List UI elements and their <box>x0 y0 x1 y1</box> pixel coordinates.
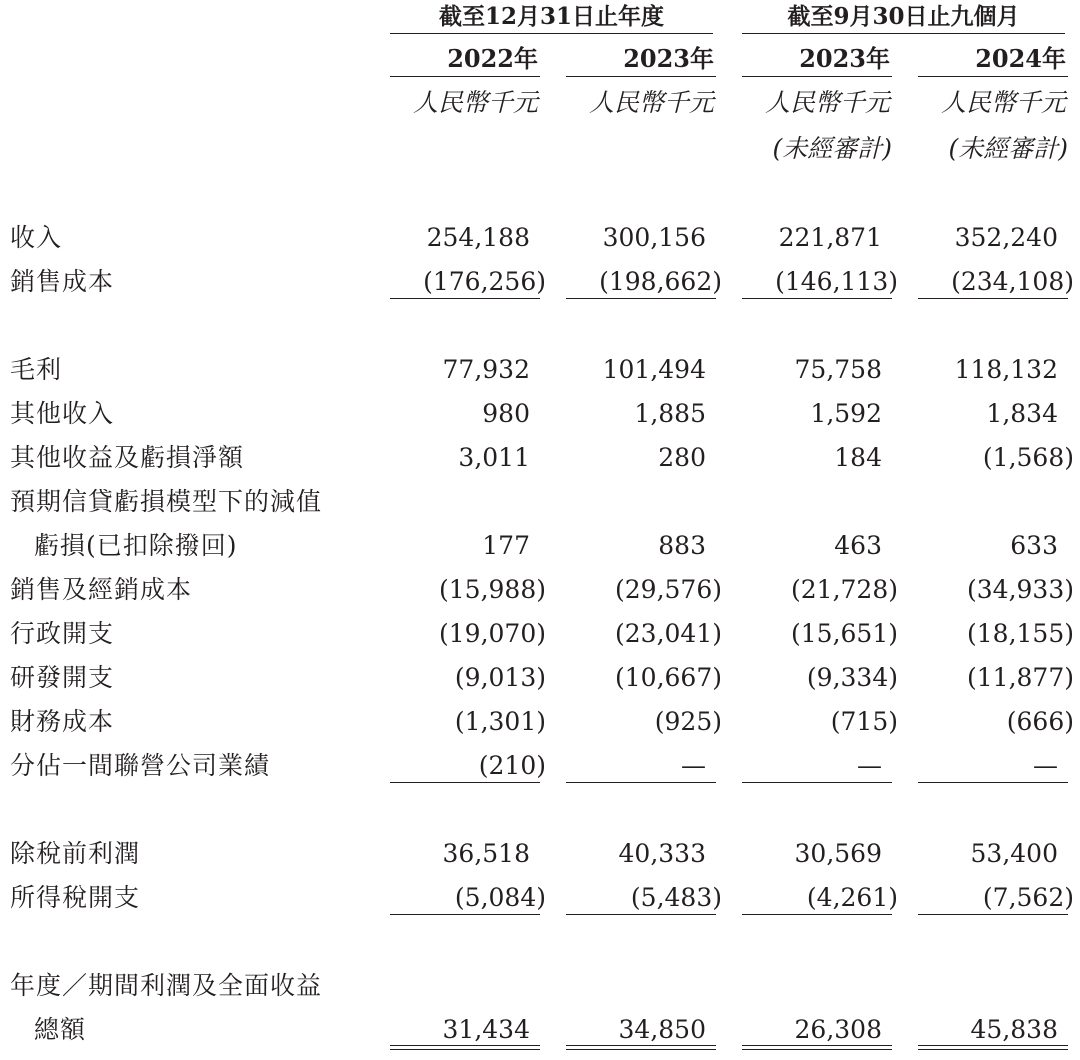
cell: (10,667) <box>615 663 722 692</box>
table-row-rnd-expenses <box>0 656 1080 700</box>
column-unit: 人民幣千元 <box>940 88 1066 117</box>
row-label: 其他收益及虧損淨額 <box>10 443 245 472</box>
subtotal-underline <box>742 298 892 299</box>
cell: 633 <box>1010 531 1058 560</box>
subtotal-underline <box>566 914 716 915</box>
cell: 221,871 <box>778 223 882 252</box>
cell: 980 <box>482 399 530 428</box>
table-row-gross-profit <box>0 348 1080 392</box>
cell: 3,011 <box>458 443 530 472</box>
row-label: 總額 <box>34 1015 87 1044</box>
cell: (198,662) <box>599 267 722 296</box>
cell: (234,108) <box>951 267 1074 296</box>
cell: 53,400 <box>970 839 1058 868</box>
cell: 75,758 <box>794 355 882 384</box>
cell: (15,988) <box>439 575 546 604</box>
row-label: 分佔一間聯營公司業績 <box>10 751 271 780</box>
cell: 1,592 <box>810 399 882 428</box>
cell: (925) <box>654 707 722 736</box>
table-row-admin-expenses <box>0 612 1080 656</box>
column-unaudited-note: (未經審計) <box>772 134 892 163</box>
group-underline-year <box>390 33 713 34</box>
row-label: 財務成本 <box>10 707 115 736</box>
cell: (29,576) <box>615 575 722 604</box>
column-underline <box>390 76 540 77</box>
row-label: 虧損(已扣除撥回) <box>34 531 238 560</box>
column-unaudited-note: (未經審計) <box>948 134 1068 163</box>
cell: (4,261) <box>806 883 898 912</box>
cell: (666) <box>1006 707 1074 736</box>
cell: (18,155) <box>967 619 1074 648</box>
cell: (9,334) <box>806 663 898 692</box>
row-label: 所得稅開支 <box>10 883 141 912</box>
cell: 40,333 <box>618 839 706 868</box>
table-row-profit-before-tax <box>0 832 1080 876</box>
cell: 352,240 <box>954 223 1058 252</box>
subtotal-underline <box>742 782 892 783</box>
total-double-underline <box>742 1045 892 1050</box>
table-row-other-gains <box>0 436 1080 480</box>
cell: 34,850 <box>618 1015 706 1044</box>
cell: 463 <box>834 531 882 560</box>
column-year-2022: 2022年 <box>447 44 538 73</box>
table-row-impairment <box>0 524 1080 568</box>
subtotal-underline <box>742 914 892 915</box>
row-label: 行政開支 <box>10 619 115 648</box>
cell: 36,518 <box>442 839 530 868</box>
row-label: 預期信貸虧損模型下的減值 <box>10 487 323 516</box>
column-year-2024-9m: 2024年 <box>975 44 1066 73</box>
row-label: 毛利 <box>10 355 63 384</box>
cell: (176,256) <box>423 267 546 296</box>
cell: (9,013) <box>454 663 546 692</box>
table-row-finance-costs <box>0 700 1080 744</box>
cell: (1,301) <box>454 707 546 736</box>
cell: (19,070) <box>439 619 546 648</box>
cell: 1,885 <box>634 399 706 428</box>
table-row-impairment-heading <box>0 480 1080 524</box>
subtotal-underline <box>390 298 540 299</box>
row-label: 收入 <box>10 223 63 252</box>
row-label: 銷售成本 <box>10 267 115 296</box>
row-label: 銷售及經銷成本 <box>10 575 193 604</box>
cell: 45,838 <box>970 1015 1058 1044</box>
cell: — <box>857 751 882 780</box>
column-unit: 人民幣千元 <box>588 88 714 117</box>
table-row-revenue <box>0 216 1080 260</box>
cell: 77,932 <box>442 355 530 384</box>
table-row-other-income <box>0 392 1080 436</box>
subtotal-underline <box>390 782 540 783</box>
cell: 280 <box>658 443 706 472</box>
column-unit: 人民幣千元 <box>412 88 538 117</box>
total-double-underline <box>918 1045 1068 1050</box>
cell: (715) <box>830 707 898 736</box>
total-double-underline <box>390 1045 540 1050</box>
cell: (15,651) <box>791 619 898 648</box>
cell: (210) <box>478 751 546 780</box>
group-title-nine-months: 截至9月30日止九個月 <box>787 3 1020 30</box>
cell: 101,494 <box>602 355 706 384</box>
cell: 118,132 <box>954 355 1058 384</box>
cell: (21,728) <box>791 575 898 604</box>
group-underline-nine-months <box>742 33 1065 34</box>
cell: — <box>681 751 706 780</box>
subtotal-underline <box>566 298 716 299</box>
cell: (5,084) <box>454 883 546 912</box>
cell: (5,483) <box>630 883 722 912</box>
cell: 883 <box>658 531 706 560</box>
table-row-selling-costs <box>0 568 1080 612</box>
cell: 254,188 <box>426 223 530 252</box>
row-label: 年度／期間利潤及全面收益 <box>10 971 323 1000</box>
cell: (7,562) <box>982 883 1074 912</box>
cell: 1,834 <box>986 399 1058 428</box>
column-underline <box>742 76 892 77</box>
row-label: 其他收入 <box>10 399 115 428</box>
table-row-total-heading <box>0 964 1080 1008</box>
cell: (34,933) <box>967 575 1074 604</box>
cell: 300,156 <box>602 223 706 252</box>
column-year-2023: 2023年 <box>623 44 714 73</box>
column-year-2023-9m: 2023年 <box>799 44 890 73</box>
cell: (23,041) <box>615 619 722 648</box>
column-unit: 人民幣千元 <box>764 88 890 117</box>
cell: (146,113) <box>775 267 898 296</box>
row-label: 研發開支 <box>10 663 115 692</box>
cell: 184 <box>834 443 882 472</box>
cell: 31,434 <box>442 1015 530 1044</box>
row-label: 除稅前利潤 <box>10 839 141 868</box>
subtotal-underline <box>918 782 1068 783</box>
column-underline <box>918 76 1068 77</box>
subtotal-underline <box>390 914 540 915</box>
subtotal-underline <box>918 298 1068 299</box>
cell: 177 <box>482 531 530 560</box>
cell: (1,568) <box>982 443 1074 472</box>
cell: 26,308 <box>794 1015 882 1044</box>
subtotal-underline <box>566 782 716 783</box>
cell: (11,877) <box>967 663 1074 692</box>
cell: 30,569 <box>794 839 882 868</box>
column-underline <box>566 76 716 77</box>
subtotal-underline <box>918 914 1068 915</box>
group-title-year: 截至12月31日止年度 <box>438 3 664 30</box>
total-double-underline <box>566 1045 716 1050</box>
cell: — <box>1033 751 1058 780</box>
